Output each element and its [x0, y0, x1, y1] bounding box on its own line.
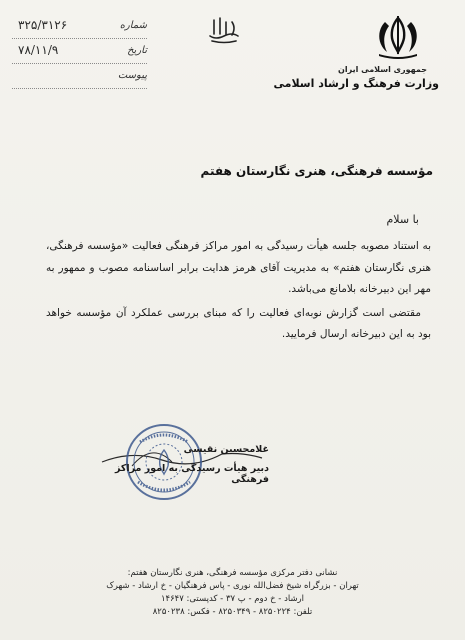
ministry-name: وزارت فرهنگ و ارشاد اسلامی [273, 77, 439, 90]
date-value: ۷۸/۱۱/۹ [18, 43, 59, 57]
letter-meta [12, 18, 147, 93]
attachment-label: پیوست [117, 70, 147, 81]
footer-line-1: نشانی دفتر مرکزی مؤسسه فرهنگی، هنری نگارستان هفتم: [127, 568, 338, 578]
signer-name: غلامحسین نقیسی [183, 444, 269, 455]
recipient-line: مؤسسه فرهنگی، هنری نگارستان هفتم [200, 164, 433, 178]
paragraph-1: به استناد مصوبه جلسه هیأت رسیدگی به امور مراکز فرهنگی فعالیت «مؤسسه فرهنگی، هنری نگارستان هفتم» به مدیریت آقای هرمز هدایت برابر اساسنامه مصوب و ممهور به مهر این دبیرخانه بلامانع می‌باشد. [46, 240, 431, 295]
footer-line-3: ارشاد - خ دوم - پ ۳۷ - کدپستی: ۱۴۶۴۷ [160, 594, 305, 604]
bismillah-calligraphy-icon [206, 14, 242, 44]
number-label: شماره [119, 20, 147, 31]
number-row [12, 18, 147, 39]
official-stamp-icon [124, 422, 204, 502]
footer-line-2: تهران - بزرگراه شیخ فضل‌الله نوری - پاس فرهنگیان - خ ارشاد - شهرک [106, 581, 359, 591]
letter-body [46, 236, 431, 346]
paragraph-2: مقتضی است گزارش نوبه‌ای فعالیت را که مبنای بررسی عملکرد آن مؤسسه خواهد بود به این دبیرخانه ارسال فرمایید. [46, 306, 431, 340]
footer-address [0, 567, 465, 619]
number-value: ۳۲۵/۳۱۲۶ [18, 18, 68, 32]
date-row [12, 43, 147, 64]
attachment-row [12, 68, 147, 89]
iran-emblem-icon [373, 14, 423, 60]
ministry-subtitle: جمهوری اسلامی ایران [338, 65, 427, 74]
salutation: با سلام [386, 213, 419, 226]
date-label: تاریخ [127, 45, 147, 56]
signer-title: دبیر هیأت رسیدگی به امور مراکز فرهنگی [114, 463, 269, 485]
footer-line-4: تلفن: ۸۲۵۰۲۲۴ - ۸۲۵۰۳۴۹ - فکس: ۸۲۵۰۲۳۸ [152, 607, 313, 617]
